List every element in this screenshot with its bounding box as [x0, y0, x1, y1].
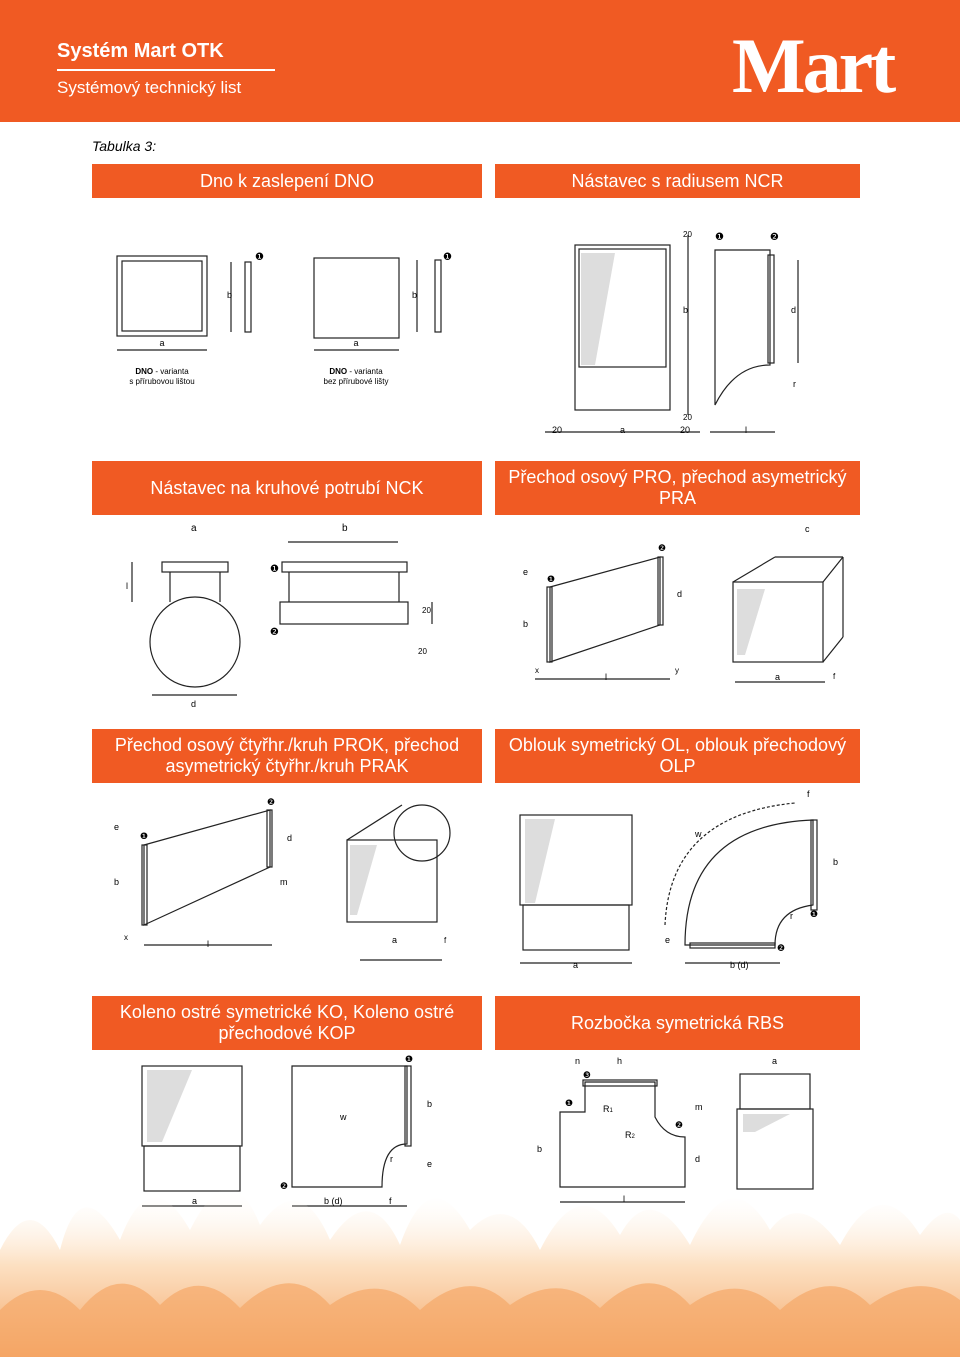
rbs-marker-3: ❸	[583, 1070, 592, 1080]
ncr-dim-b: b	[683, 305, 689, 315]
prak-dim-m: m	[280, 877, 288, 887]
pra-dim-x: x	[535, 666, 539, 675]
ncr-marker-2: ❷	[770, 232, 779, 243]
olp-dim-bd: b (d)	[730, 960, 749, 970]
prak-dim-f: f	[444, 936, 447, 945]
olp-dim-w: w	[695, 829, 702, 839]
kop-dim-b: b	[427, 1099, 433, 1109]
nck-marker-1: ❶	[270, 564, 279, 575]
kop-dim-bd: b (d)	[324, 1196, 343, 1206]
rbs-dim-r1: R1	[603, 1104, 613, 1114]
rbs-dim-n: n	[575, 1056, 581, 1066]
prak-dim-x: x	[124, 933, 128, 942]
ncr-dim-20a: 20	[552, 425, 563, 435]
pra-marker-2: ❷	[658, 543, 667, 553]
ncr-dim-d: d	[791, 305, 797, 315]
prak-marker-2: ❷	[267, 797, 276, 807]
rbs-dim-d: d	[695, 1154, 701, 1164]
pro-pra-drawing	[495, 517, 860, 717]
prak-dim-a: a	[392, 935, 398, 945]
nck-dim-a: a	[191, 523, 197, 534]
brand-divider	[57, 69, 275, 71]
pra-dim-e: e	[523, 567, 529, 577]
logo-text: Mart	[732, 22, 894, 109]
nck-dim-20b: 20	[418, 647, 427, 656]
olp-marker-1: ❶	[810, 909, 819, 919]
prok-prak-drawing	[92, 785, 482, 980]
prak-dim-b: b	[114, 877, 120, 887]
dno-drawing	[92, 200, 482, 400]
pra-marker-1: ❶	[547, 574, 556, 584]
section-title-ol-olp: Oblouk symetrický OL, oblouk přechodový OLP	[495, 729, 860, 783]
section-title-ncr: Nástavec s radiusem NCR	[495, 164, 860, 198]
ncr-dim-l: l	[745, 425, 747, 435]
pra-dim-y: y	[675, 666, 679, 675]
nck-dim-b: b	[342, 523, 348, 534]
dno-marker-1b: ❶	[443, 252, 452, 263]
dno-variant-2-label: DNO - varianta	[329, 367, 383, 376]
dno-dim-b2: b	[412, 290, 418, 300]
kop-dim-a: a	[192, 1196, 198, 1206]
kop-dim-r: r	[390, 1154, 393, 1164]
mart-logo	[730, 20, 940, 110]
ncr-drawing	[495, 215, 860, 445]
pra-dim-a: a	[775, 672, 781, 682]
olp-dim-f: f	[807, 789, 810, 799]
ncr-dim-20b: 20	[680, 425, 691, 435]
prak-marker-1: ❶	[140, 831, 149, 841]
kop-dim-f: f	[389, 1196, 392, 1206]
dno-variant-1-desc: s přírubovou lištou	[129, 377, 195, 386]
dno-dim-b1: b	[227, 290, 233, 300]
rbs-dim-h: h	[617, 1056, 623, 1066]
olp-marker-2: ❷	[777, 943, 786, 953]
ncr-dim-20d: 20	[683, 413, 692, 422]
pra-dim-d: d	[677, 589, 683, 599]
ncr-dim-20c: 20	[683, 230, 692, 239]
rbs-dim-b: b	[537, 1144, 543, 1154]
brand-subtitle: Systémový technický list	[57, 78, 242, 97]
prak-dim-e: e	[114, 822, 120, 832]
olp-dim-a: a	[573, 960, 579, 970]
ncr-dim-r: r	[793, 379, 796, 389]
rbs-marker-2: ❷	[675, 1120, 684, 1130]
nck-dim-20a: 20	[422, 606, 431, 615]
section-title-prok-prak: Přechod osový čtyřhr./kruh PROK, přechod asymetrický čtyřhr./kruh PRAK	[92, 729, 482, 783]
kop-marker-2: ❷	[280, 1181, 289, 1191]
olp-dim-r: r	[790, 911, 793, 921]
nck-marker-2: ❷	[270, 627, 279, 638]
pra-dim-b: b	[523, 619, 529, 629]
dno-variant-1-label: DNO - varianta	[135, 367, 189, 376]
dno-dim-a1: a	[159, 338, 165, 348]
flames-decoration	[0, 1130, 960, 1357]
pra-dim-c: c	[805, 524, 810, 534]
dno-dim-a2: a	[353, 338, 359, 348]
kop-marker-1: ❶	[405, 1054, 414, 1064]
section-title-nck: Nástavec na kruhové potrubí NCK	[92, 461, 482, 515]
section-title-pro-pra: Přechod osový PRO, přechod asymetrický PRA	[495, 461, 860, 515]
table-label: Tabulka 3:	[92, 138, 157, 154]
header-band	[0, 0, 960, 122]
section-title-rbs: Rozbočka symetrická RBS	[495, 996, 860, 1050]
nck-drawing	[92, 517, 482, 717]
rbs-dim-l: l	[623, 1194, 625, 1204]
rbs-dim-m: m	[695, 1102, 703, 1112]
kop-dim-e: e	[427, 1159, 433, 1169]
kop-dim-w: w	[340, 1112, 347, 1122]
brand-title: Systém Mart OTK	[57, 40, 224, 62]
section-title-ko-kop: Koleno ostré symetrické KO, Koleno ostré přechodové KOP	[92, 996, 482, 1050]
rbs-marker-1: ❶	[565, 1098, 574, 1108]
pra-dim-f: f	[833, 672, 836, 681]
pra-dim-l: l	[605, 672, 607, 682]
rbs-dim-r2: R2	[625, 1130, 635, 1140]
prak-dim-l: l	[207, 939, 209, 949]
nck-dim-l: l	[126, 581, 128, 591]
prak-dim-d: d	[287, 833, 293, 843]
dno-variant-2-desc: bez přírubové lišty	[323, 377, 389, 386]
section-title-dno: Dno k zaslepení DNO	[92, 164, 482, 198]
nck-dim-d: d	[191, 699, 197, 709]
ncr-dim-a: a	[620, 425, 626, 435]
olp-dim-e: e	[665, 935, 671, 945]
ol-olp-drawing	[495, 785, 860, 980]
ncr-marker-1: ❶	[715, 232, 724, 243]
rbs-dim-a: a	[772, 1056, 778, 1066]
dno-marker-1a: ❶	[255, 252, 264, 263]
olp-dim-b: b	[833, 857, 839, 867]
